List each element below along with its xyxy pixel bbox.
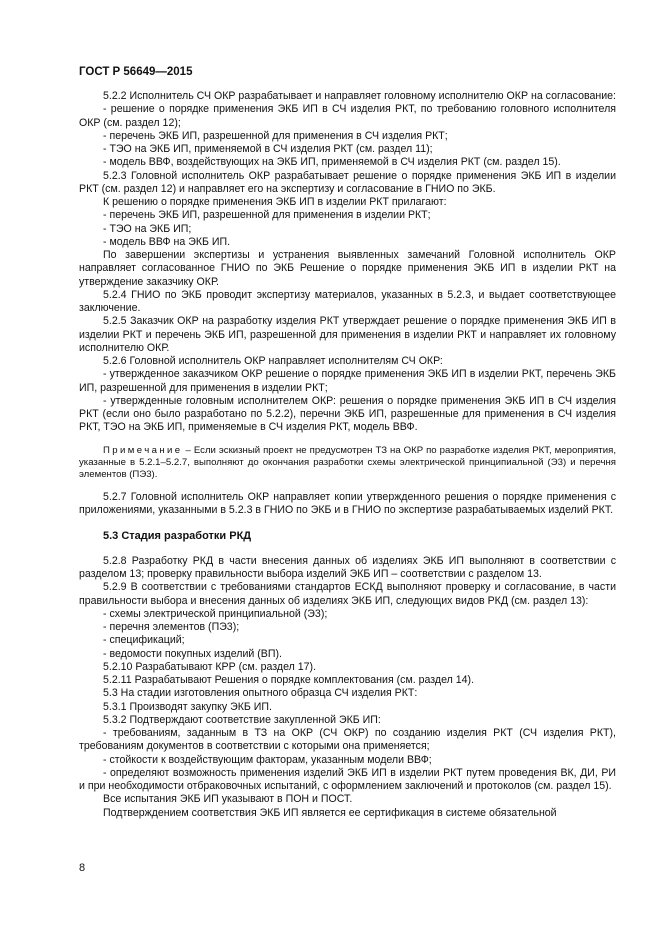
paragraph: - утвержденные головным исполнителем ОКР: решения о порядке применения ЭКБ ИП в СЧ изделия РКТ (если оно было разработано по 5.2.2), перечни ЭКБ ИП, разрешенные для применения в СЧ изделия РКТ, ТЭО на ЭКБ ИП, применяемые в СЧ изделия РКТ, модель ВВФ.	[79, 394, 616, 434]
paragraph: - ТЭО на ЭКБ ИП, применяемой в СЧ изделия РКТ (см. раздел 11);	[103, 143, 433, 155]
paragraph: - схемы электрической принципиальной (Э3);	[103, 607, 328, 620]
paragraph: - модель ВВФ, воздействующих на ЭКБ ИП, применяемой в СЧ изделия РКТ (см. раздел 15).	[103, 156, 561, 169]
note-text: – Если эскизный проект не предусмотрен ТЗ на ОКР по разработке изделия РКТ, мероприятия, указанные в 5.2.1–5.2.7, выполняют до окончания разработки схемы электрической принципиальной (Э3) и перечня элементов (ПЭ3).	[79, 444, 616, 480]
paragraph: - требованиям, заданным в ТЗ на ОКР (СЧ ОКР) по созданию изделия РКТ (СЧ изделия РКТ), требованиям документов в соответствии с которыми она применяется;	[79, 727, 616, 753]
paragraph: 5.2.9 В соответствии с требованиями стандартов ЕСКД выполняют проверку и согласование, в части правильности выбора и внесения данных об изделиях ЭКБ ИП, следующих видов РКД (см. раздел 13):	[79, 581, 616, 607]
paragraph: - модель ВВФ на ЭКБ ИП.	[103, 235, 231, 248]
note-label: Примечание	[103, 444, 183, 456]
page-body	[79, 90, 616, 820]
paragraph: - стойкости к воздействующим факторам, указанным модели ВВФ;	[103, 753, 432, 766]
paragraph: 5.2.8 Разработку РКД в части внесения данных об изделиях ЭКБ ИП выполняют в соответствии с разделом 13; проверку правильности выбора изделий ЭКБ ИП – соответствии с разделом 13.	[79, 554, 616, 581]
paragraph: По завершении экспертизы и устранения выявленных замечаний Головной исполнитель ОКР направляет согласованное ГНИО по ЭКБ Решение о порядке применения ЭКБ ИП в изделии РКТ на утверждение заказчику ОКР.	[79, 249, 616, 288]
paragraph: Все испытания ЭКБ ИП указывают в ПОН и ПОСТ.	[103, 793, 353, 806]
paragraph: 5.2.6 Головной исполнитель ОКР направляет исполнителям СЧ ОКР:	[103, 355, 443, 367]
paragraph: К решению о порядке применения ЭКБ ИП в изделии РКТ прилагают:	[103, 196, 447, 208]
paragraph: 5.2.11 Разрабатывают Решения о порядке комплектования (см. раздел 14).	[103, 674, 475, 687]
paragraph: - спецификаций;	[103, 634, 185, 647]
block-rkd-stage	[79, 555, 616, 820]
paragraph: - ТЭО на ЭКБ ИП;	[103, 222, 192, 235]
paragraph: 5.2.10 Разрабатывают КРР (см. раздел 17).	[103, 660, 317, 673]
block-approval	[79, 90, 616, 435]
paragraph: - определяют возможность применения изделий ЭКБ ИП в изделии РКТ путем проведения ВК, ДИ, РИ и при необходимости отбраковочных испытаний, с оформлением заключений и протоколов (см. раздел 15).	[79, 766, 616, 793]
page-number: 8	[79, 862, 86, 874]
paragraph: - решение о порядке применения ЭКБ ИП в СЧ изделия РКТ, по требованию головного исполнителя ОКР (см. раздел 12);	[79, 103, 616, 129]
block-copies	[79, 491, 616, 518]
paragraph: - перечень ЭКБ ИП, разрешенной для применения в СЧ изделия РКТ;	[103, 129, 448, 142]
paragraph: 5.3.1 Производят закупку ЭКБ ИП.	[103, 700, 272, 713]
paragraph: - ведомости покупных изделий (ВП).	[103, 647, 282, 660]
paragraph: 5.3 На стадии изготовления опытного образца СЧ изделия РКТ:	[103, 687, 418, 700]
paragraph: Подтверждением соответствия ЭКБ ИП является ее сертификация в системе обязательной	[103, 806, 557, 819]
paragraph: 5.2.5 Заказчик ОКР на разработку изделия РКТ утверждает решение о порядке применения ЭКБ ИП в изделии РКТ и перечень ЭКБ ИП, разрешенной для применения в изделии РКТ и направляет их головному исполнителю ОКР.	[79, 315, 616, 354]
document-header: ГОСТ Р 56649—2015	[79, 66, 193, 78]
paragraph: 5.2.4 ГНИО по ЭКБ проводит экспертизу материалов, указанных в 5.2.3, и выдает соответствующее заключение.	[79, 288, 616, 314]
paragraph: - утвержденное заказчиком ОКР решение о порядке применения ЭКБ ИП в изделии РКТ, перечень ЭКБ ИП, разрешенной для применения в изделии РКТ;	[79, 368, 616, 394]
paragraph: 5.2.3 Головной исполнитель ОКР разрабатывает решение о порядке применения ЭКБ ИП в изделии РКТ (см. раздел 12) и направляет его на экспертизу и согласование в ГНИО по ЭКБ.	[79, 169, 616, 195]
paragraph: - перечень ЭКБ ИП, разрешенной для применения в изделии РКТ;	[103, 209, 431, 222]
paragraph: 5.2.2 Исполнитель СЧ ОКР разрабатывает и направляет головному исполнителю ОКР на согласование:	[103, 90, 616, 102]
section-heading: 5.3 Стадия разработки РКД	[103, 529, 252, 542]
note-paragraph	[79, 445, 616, 482]
paragraph: - перечня элементов (ПЭ3);	[103, 621, 240, 634]
paragraph: 5.2.7 Головной исполнитель ОКР направляет копии утвержденного решения о порядке применения с приложениями, указанными в 5.2.3 в ГНИО по ЭКБ и в ГНИО по экспертизе разрабатываемых изделий РКТ.	[79, 491, 616, 517]
paragraph: 5.3.2 Подтверждают соответствие закупленной ЭКБ ИП:	[103, 713, 381, 726]
